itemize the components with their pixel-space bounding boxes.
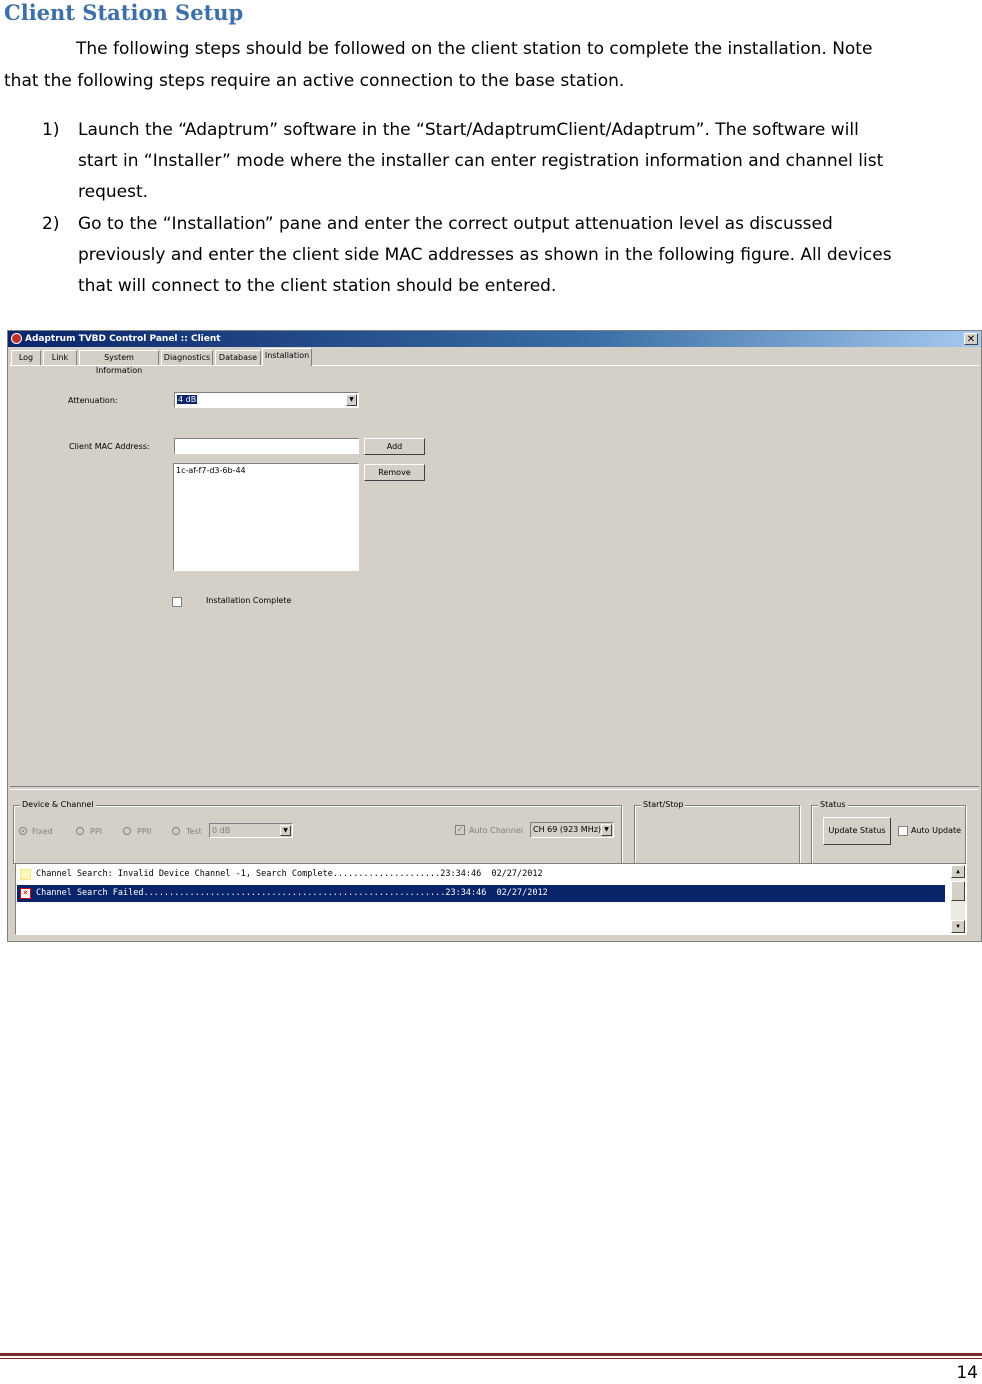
step-line: request. <box>78 182 149 202</box>
step-number: 2) <box>42 214 60 234</box>
window-title: Adaptrum TVBD Control Panel :: Client <box>25 334 221 344</box>
radio-pp2-label: PPII <box>137 827 152 836</box>
log-text: Channel Search: Invalid Device Channel -1, Search Complete.....................23:34:46 02/27/2012 <box>36 869 543 879</box>
scroll-thumb[interactable] <box>951 881 965 901</box>
radio-test[interactable] <box>172 827 180 835</box>
step-line: Go to the “Installation” pane and enter the correct output attenuation level as discussed <box>78 214 833 234</box>
intro-line-1: The following steps should be followed on the client station to complete the installation. Note <box>76 39 873 59</box>
section-heading: Client Station Setup <box>4 0 244 25</box>
tab-link[interactable]: Link <box>43 350 77 365</box>
info-icon <box>20 869 31 880</box>
mac-address-list[interactable] <box>173 463 359 571</box>
mac-address-input[interactable] <box>174 438 359 454</box>
step-line: that will connect to the client station should be entered. <box>78 276 557 296</box>
radio-test-label: Test <box>186 827 202 836</box>
radio-fixed-label: Fixed <box>32 827 53 836</box>
pane-separator <box>10 786 979 790</box>
auto-channel-checkbox[interactable]: ✓ <box>456 825 464 834</box>
log-scrollbar[interactable] <box>951 865 965 933</box>
app-window-screenshot <box>7 330 982 942</box>
intro-paragraph <box>4 33 974 97</box>
group-title: Status <box>820 800 846 809</box>
step-line: start in “Installer” mode where the installer can enter registration information and channel list <box>78 151 884 171</box>
status-group <box>811 800 966 864</box>
close-icon[interactable]: ✕ <box>964 333 978 345</box>
radio-pp1-label: PPI <box>90 827 103 836</box>
mac-address-label: Client MAC Address: <box>69 442 150 451</box>
chevron-down-icon[interactable]: ▼ <box>280 825 291 836</box>
tab-divider <box>10 365 979 366</box>
chevron-down-icon[interactable]: ▼ <box>601 824 612 836</box>
installation-complete-checkbox[interactable] <box>172 597 182 607</box>
group-title: Start/Stop <box>643 800 684 809</box>
intro-line-2: that the following steps require an active connection to the base station. <box>4 71 625 91</box>
attenuation-label: Attenuation: <box>68 396 118 405</box>
step-2 <box>42 209 972 302</box>
log-row[interactable] <box>17 885 945 902</box>
log-text: Channel Search Failed...........................................................23:34:46 02/27/2012 <box>36 888 548 898</box>
group-title: Device & Channel <box>22 800 94 809</box>
radio-pp2[interactable] <box>123 827 131 835</box>
scroll-up-icon[interactable]: ▲ <box>951 865 965 878</box>
event-log[interactable] <box>15 863 967 935</box>
remove-button[interactable]: Remove <box>364 464 425 481</box>
start-stop-group <box>634 800 800 864</box>
tab-database[interactable]: Database <box>215 350 261 365</box>
page-number: 14 <box>956 1363 978 1383</box>
footer-rule <box>0 1353 982 1356</box>
add-button[interactable]: Add <box>364 438 425 455</box>
log-row[interactable] <box>17 866 945 883</box>
device-channel-group <box>13 800 622 864</box>
chevron-down-icon[interactable]: ▼ <box>346 394 357 406</box>
radio-fixed[interactable] <box>19 827 27 835</box>
scroll-down-icon[interactable]: ▼ <box>951 920 965 933</box>
tab-log[interactable]: Log <box>11 350 41 365</box>
error-icon: ✕ <box>20 888 31 899</box>
title-bar <box>8 331 981 347</box>
tab-diagnostics[interactable]: Diagnostics <box>161 350 213 365</box>
test-level-value: 0 dB <box>212 826 231 835</box>
tab-installation[interactable]: Installation <box>262 348 312 366</box>
auto-update-checkbox[interactable] <box>898 826 908 836</box>
app-logo-icon <box>11 333 22 344</box>
update-status-button[interactable]: Update Status <box>823 817 891 845</box>
auto-update-label: Auto Update <box>911 826 962 835</box>
footer-rule-thin <box>0 1358 982 1359</box>
attenuation-select[interactable] <box>174 392 359 408</box>
step-number: 1) <box>42 120 60 140</box>
channel-select[interactable] <box>530 822 614 838</box>
step-1 <box>42 115 972 208</box>
test-level-select[interactable] <box>209 823 293 838</box>
step-line: previously and enter the client side MAC addresses as shown in the following figure. All devices <box>78 245 892 265</box>
attenuation-value: 4 dB <box>178 395 197 404</box>
list-item[interactable]: 1c-af-f7-d3-6b-44 <box>176 466 246 475</box>
radio-pp1[interactable] <box>76 827 84 835</box>
installation-complete-label: Installation Complete <box>206 596 292 605</box>
channel-value: CH 69 (923 MHz) <box>533 825 602 834</box>
auto-channel-label: Auto Channel <box>469 826 523 835</box>
step-line: Launch the “Adaptrum” software in the “Start/AdaptrumClient/Adaptrum”. The software will <box>78 120 859 140</box>
tab-system-information[interactable]: System Information <box>79 350 159 365</box>
